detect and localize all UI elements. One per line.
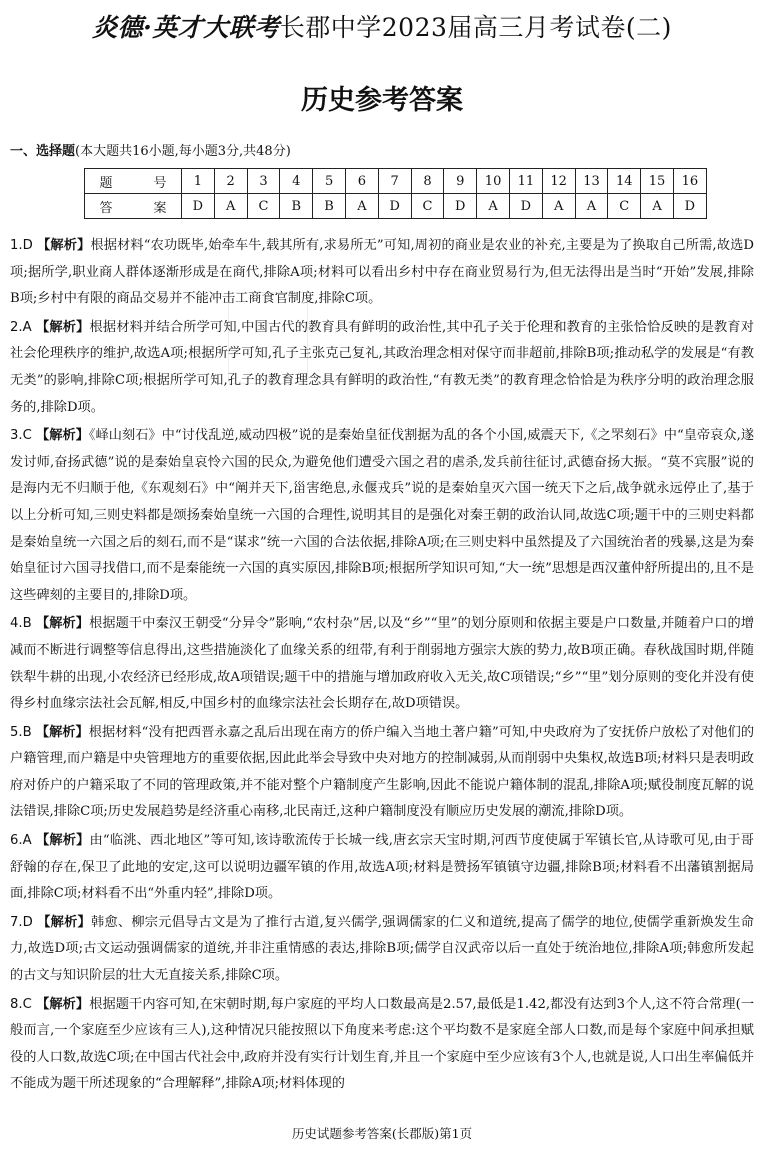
row-label-answer: 答 案: [85, 194, 182, 219]
answer-cell: D: [182, 194, 215, 219]
explanation-item: [10, 611, 754, 717]
row-label-number: 题 号: [85, 169, 182, 194]
explanation-number: 8.C: [10, 996, 32, 1012]
question-number-cell: 5: [313, 169, 346, 194]
answer-cell: A: [575, 194, 608, 219]
answer-cell: A: [345, 194, 378, 219]
question-number-row: [85, 169, 707, 194]
answer-cell: D: [509, 194, 542, 219]
explanation-tag: 【解析】: [36, 996, 90, 1012]
explanation-item: [10, 233, 754, 313]
header-brand: 炎德·英才大联考: [92, 13, 280, 42]
explanation-item: [10, 423, 754, 609]
explanation-number: 5.B: [10, 724, 32, 740]
explanation-item: [10, 992, 754, 1098]
explanation-number: 4.B: [10, 616, 32, 632]
explanation-number: 6.A: [10, 833, 32, 849]
explanation-tag: 【解析】: [37, 914, 91, 930]
question-number-cell: 15: [641, 169, 674, 194]
question-number-cell: 9: [444, 169, 477, 194]
answer-cell: A: [641, 194, 674, 219]
explanation-tag: 【解析】: [37, 238, 91, 253]
explanation-item: [10, 910, 754, 990]
answer-cell: C: [247, 194, 280, 219]
question-number-cell: 11: [509, 169, 542, 194]
explanation-tag: 【解析】: [35, 724, 89, 740]
explanation-text: 根据题干中秦汉王朝受“分异令”影响,“农村杂”居,以及“乡”“里”的划分原则和依据主要是户口数量,并随着户口的增减而不断进行调整等信息得出,这些措施淡化了血缘关系的纽带,有利于削弱地方强宗大族的势力,故B项正确。春秋战国时期,伴随铁犁牛耕的出现,小农经济已经形成,故A项错误;题干中的措施与增加政府收入无关,故C项错误;“乡”“里”划分原则的变化并没有使得乡村血缘宗法社会瓦解,相反,中国乡村的血缘宗法社会长期存在,故D项错误。: [10, 616, 755, 712]
question-number-cell: 3: [247, 169, 280, 194]
answer-row: [85, 194, 707, 219]
explanation-number: 1.D: [10, 238, 33, 253]
explanation-item: [10, 315, 754, 421]
explanation-tag: 【解析】: [36, 319, 90, 335]
explanation-tag: 【解析】: [36, 428, 89, 444]
explanation-number: 2.A: [10, 319, 32, 335]
question-number-cell: 7: [378, 169, 411, 194]
section-heading: [10, 140, 291, 159]
question-number-cell: 13: [575, 169, 608, 194]
explanations-list: [10, 233, 754, 1100]
question-number-cell: 4: [280, 169, 313, 194]
question-number-cell: 10: [477, 169, 510, 194]
answer-cell: B: [313, 194, 346, 219]
explanation-text: 根据材料“没有把西晋永嘉之乱后出现在南方的侨户编入当地土著户籍”可知,中央政府为了安抚侨户放松了对他们的户籍管理,而户籍是中央管理地方的重要依据,因此此举会导致中央对地方的控制减弱,从而削弱中央集权,故选B项;材料只是表明政府对侨户的户籍采取了不同的管理政策,并不能对整个户籍制度产生影响,因此不能说户籍体制的混乱,排除A项;赋役制度瓦解的说法错误,排除C项;历史发展趋势是经济重心南移,北民南迁,这种户籍制度没有顺应历史发展的潮流,排除D项。: [10, 724, 755, 820]
page-title: 历史参考答案: [301, 85, 463, 116]
answer-cell: A: [542, 194, 575, 219]
question-number-cell: 6: [345, 169, 378, 194]
explanation-item: [10, 828, 754, 908]
page-footer: 历史试题参考答案(长郡版)第1页: [291, 1126, 473, 1141]
answer-table: [84, 168, 707, 219]
explanation-text: 韩愈、柳宗元倡导古文是为了推行古道,复兴儒学,强调儒家的仁义和道统,提高了儒学的地位,使儒学重新焕发生命力,故选D项;古文运动强调儒家的道统,并非注重情感的表达,排除B项;儒学自汉武帝以后一直处于统治地位,排除A项;韩愈所发起的古文与知识阶层的壮大无直接关系,排除C项。: [10, 914, 754, 984]
explanation-text: 《峄山刻石》中“讨伐乱逆,威动四极”说的是秦始皇征伐割据为乱的各个小国,威震天下,《之罘刻石》中“皇帝哀众,遂发讨师,奋扬武德”说的是秦始皇哀怜六国的民众,为避免他们遭受六国之君的虐杀,发兵前往征讨,武德奋扬大振。“莫不宾服”说的是海内无不归顺于他,《东观刻石》中“阐并天下,甾害绝息,永偃戎兵”说的是秦始皇灭六国一统天下之后,战争就永远停止了,基于以上分析可知,三则史料都是颂扬秦始皇统一六国的合理性,说明其目的是强化对秦王朝的政治认同,故选C项;题干中的三则史料都是秦始皇统一六国之后的刻石,而不是“谋求”统一六国的合法依据,排除A项;在三则史料中虽然提及了六国统治者的残暴,这是为秦始皇征讨六国寻找借口,而不是秦能统一六国的真实原因,排除B项;根据所学知识可知,“大一统”思想是西汉董仲舒所提出的,且不是这些碑刻的主要目的,排除D项。: [10, 428, 755, 603]
explanation-text: 根据材料并结合所学可知,中国古代的教育具有鲜明的政治性,其中孔子关于伦理和教育的主张恰恰反映的是教育对社会伦理秩序的维护,故选A项;根据所学可知,孔子主张克己复礼,其政治理念相对保守而非超前,排除B项;推动私学的发展是“有教无类”的影响,排除C项;根据所学可知,孔子的教育理念具有鲜明的政治性,“有教无类”的教育理念恰恰是为秩序分明的政治理念服务的,排除D项。: [10, 319, 754, 415]
explanation-text: 由“临洮、西北地区”等可知,该诗歌流传于长城一线,唐玄宗天宝时期,河西节度使属于军镇长官,从诗歌可见,由于哥舒翰的存在,保卫了此地的安定,这可以说明边疆军镇的作用,故选A项;材料是赞扬军镇镇守边疆,排除B项;材料看不出藩镇割据局面,排除C项;材料看不出“外重内轻”,排除D项。: [10, 833, 754, 902]
explanation-tag: 【解析】: [36, 833, 90, 849]
section-title: 一、选择题: [10, 144, 76, 159]
document-header: [0, 8, 764, 44]
explanation-text: 根据材料“农功既毕,始牵车牛,载其所有,求易所无”可知,周初的商业是农业的补充,主要是为了换取自己所需,故选D项;据所学,职业商人群体逐渐形成是在商代,排除A项;材料可以看出乡村中存在商业贸易行为,但无法得出是当时“开始”发展,排除B项;乡村中有限的商品交易并不能冲击工商食官制度,排除C项。: [10, 238, 754, 307]
answer-cell: C: [608, 194, 641, 219]
answer-cell: C: [411, 194, 444, 219]
explanation-text: 根据题干内容可知,在宋朝时期,每户家庭的平均人口数最高是2.57,最低是1.42,都没有达到3个人,这不符合常理(一般而言,一个家庭至少应该有三人),这种情况只能按照以下角度来考虑:这个平均数不是家庭全部人口数,而是每个家庭中间承担赋役的人口数,故选C项;在中国古代社会中,政府并没有实行计划生育,并且一个家庭中至少应该有3个人,也就是说,人口出生率偏低并不能成为题干所述现象的“合理解释”,排除A项;材料体现的: [10, 996, 755, 1092]
question-number-cell: 1: [182, 169, 215, 194]
question-number-cell: 8: [411, 169, 444, 194]
explanation-tag: 【解析】: [35, 616, 90, 632]
answer-cell: A: [477, 194, 510, 219]
header-title: 长郡中学2023届高三月考试卷(二): [279, 13, 672, 42]
question-number-cell: 2: [214, 169, 247, 194]
explanation-number: 7.D: [10, 914, 33, 930]
question-number-cell: 16: [673, 169, 706, 194]
explanation-item: [10, 720, 754, 826]
explanation-number: 3.C: [10, 428, 32, 444]
section-note: (本大题共16小题,每小题3分,共48分): [75, 144, 291, 159]
answer-cell: D: [444, 194, 477, 219]
answer-cell: A: [214, 194, 247, 219]
answer-cell: B: [280, 194, 313, 219]
answer-cell: D: [378, 194, 411, 219]
question-number-cell: 12: [542, 169, 575, 194]
answer-cell: D: [673, 194, 706, 219]
question-number-cell: 14: [608, 169, 641, 194]
